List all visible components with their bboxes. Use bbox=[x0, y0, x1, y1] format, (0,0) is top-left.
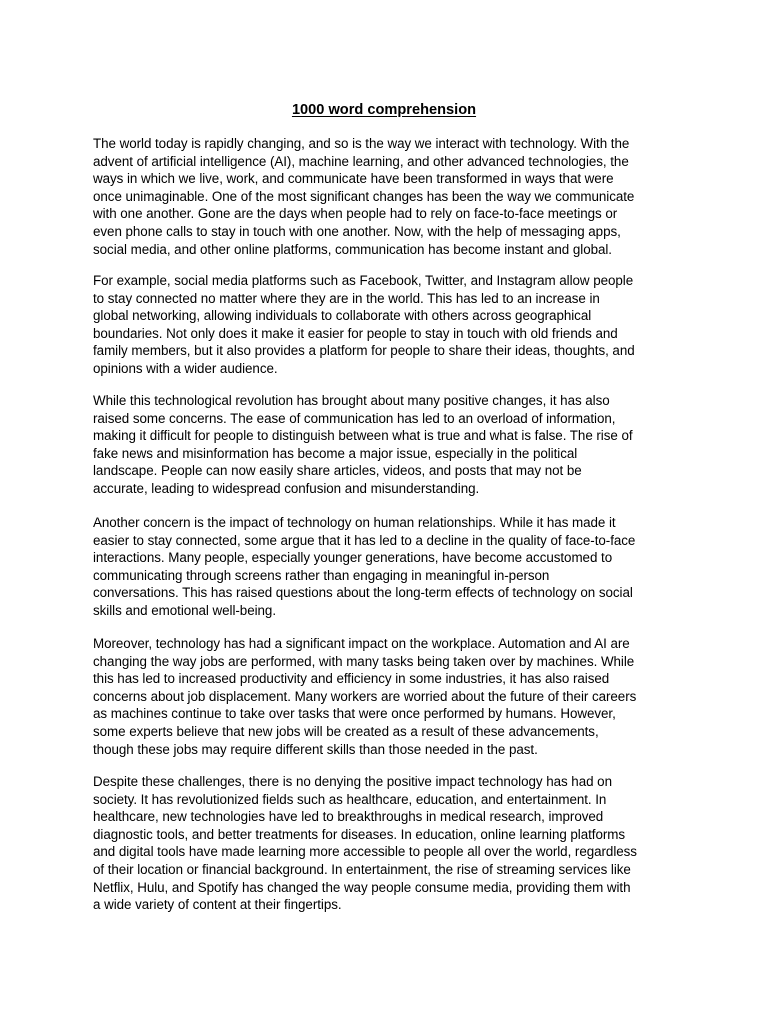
text-line: with one another. Gone are the days when people had to rely on face-to-face meetings or bbox=[93, 206, 618, 222]
text-line: Despite these challenges, there is no denying the positive impact technology has had on bbox=[93, 774, 612, 789]
text-line: raised some concerns. The ease of communication has led to an overload of information, bbox=[93, 410, 616, 426]
text-line: society. It has revolutionized fields such as healthcare, education, and entertainment. In bbox=[93, 791, 607, 807]
text-line: global networking, allowing individuals to collaborate with others across geographical bbox=[93, 308, 592, 324]
text-line: communicating through screens rather than engaging in meaningful in-person bbox=[93, 567, 550, 583]
text-line: this has led to increased productivity and efficiency in some industries, it has also raised bbox=[93, 671, 610, 687]
text-line: Another concern is the impact of technology on human relationships. While it has made it bbox=[93, 515, 616, 530]
text-line: fake news and misinformation has become a major issue, especially in the political bbox=[93, 445, 578, 461]
text-line: For example, social media platforms such as Facebook, Twitter, and Instagram allow people bbox=[93, 273, 634, 288]
text-line: accurate, leading to widespread confusion and misunderstanding. bbox=[93, 480, 480, 496]
paragraph-workplace bbox=[93, 635, 677, 758]
text-line: conversations. This has raised questions about the long-term effects of technology on social bbox=[93, 585, 633, 601]
paragraph-positive-impact bbox=[93, 773, 677, 914]
text-line: opinions with a wider audience. bbox=[93, 360, 278, 376]
text-line: ways in which we live, work, and communicate have been transformed in ways that were bbox=[93, 171, 614, 187]
text-line: and digital tools have made learning more accessible to people all over the world, regardless bbox=[93, 844, 637, 860]
text-line: of their location or financial background. In entertainment, the rise of streaming services like bbox=[93, 861, 631, 877]
text-line: Netflix, Hulu, and Spotify has changed the way people consume media, providing them with bbox=[93, 879, 631, 895]
text-line: concerns about job displacement. Many workers are worried about the future of their careers bbox=[93, 688, 637, 704]
text-line: Moreover, technology has had a significant impact on the workplace. Automation and AI are bbox=[93, 636, 630, 651]
text-line: easier to stay connected, some argue that it has led to a decline in the quality of face-to-face bbox=[93, 532, 636, 548]
text-line: interactions. Many people, especially younger generations, have become accustomed to bbox=[93, 550, 613, 566]
text-line: advent of artificial intelligence (AI), machine learning, and other advanced technologies, the bbox=[93, 153, 629, 169]
text-line: social media, and other online platforms, communication has become instant and global. bbox=[93, 241, 612, 257]
text-line: skills and emotional well-being. bbox=[93, 602, 276, 618]
text-line: While this technological revolution has brought about many positive changes, it has also bbox=[93, 393, 610, 408]
text-line: healthcare, new technologies have led to breakthroughs in medical research, improved bbox=[93, 809, 604, 825]
document-title: 1000 word comprehension bbox=[291, 102, 477, 118]
paragraph-relationships bbox=[93, 514, 677, 620]
paragraph-social-media bbox=[93, 272, 677, 378]
text-line: The world today is rapidly changing, and so is the way we interact with technology. With the bbox=[93, 136, 630, 151]
text-line: a wide variety of content at their fingertips. bbox=[93, 897, 342, 913]
text-line: changing the way jobs are performed, with many tasks being taken over by machines. While bbox=[93, 653, 635, 669]
text-line: even phone calls to stay in touch with one another. Now, with the help of messaging apps, bbox=[93, 223, 621, 239]
text-line: diagnostic tools, and better treatments for diseases. In education, online learning platforms bbox=[93, 826, 626, 842]
text-line: making it difficult for people to distinguish between what is true and what is false. The rise of bbox=[93, 428, 633, 444]
text-line: to stay connected no matter where they are in the world. This has led to an increase in bbox=[93, 290, 600, 306]
paragraph-concerns bbox=[93, 392, 677, 498]
text-line: family members, but it also provides a platform for people to share their ideas, thoughts, and bbox=[93, 343, 635, 359]
text-line: boundaries. Not only does it make it easier for people to stay in touch with old friends and bbox=[93, 325, 618, 341]
text-line: as machines continue to take over tasks that were once performed by humans. However, bbox=[93, 706, 616, 722]
text-line: though these jobs may require different skills than those needed in the past. bbox=[93, 741, 538, 757]
paragraph-intro bbox=[93, 135, 677, 258]
text-line: landscape. People can now easily share articles, videos, and posts that may not be bbox=[93, 463, 582, 479]
text-line: once unimaginable. One of the most significant changes has been the way we communicate bbox=[93, 188, 635, 204]
text-line: some experts believe that new jobs will be created as a result of these advancements, bbox=[93, 723, 599, 739]
